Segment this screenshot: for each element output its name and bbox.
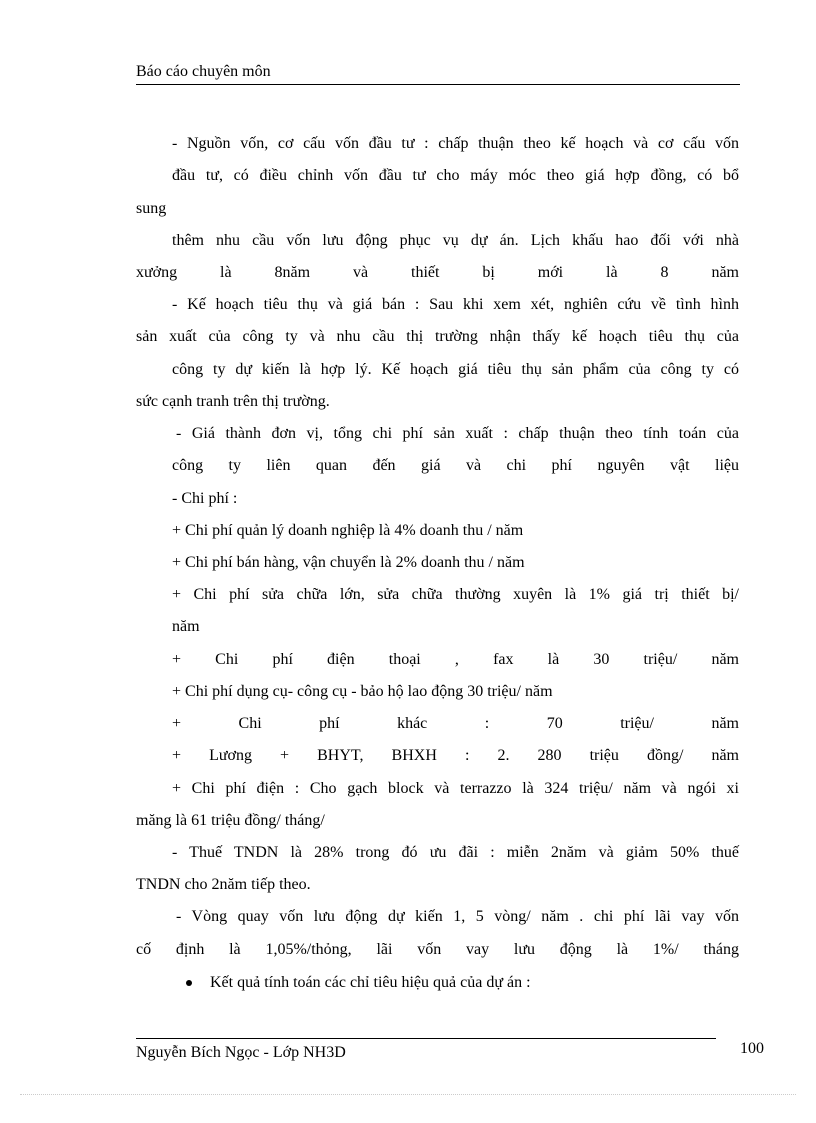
bullet-dot-icon	[186, 980, 192, 986]
footer-rule	[136, 1038, 716, 1039]
body-line: cố định là 1,05%/thỏng, lãi vốn vay lưu động là 1%/ tháng	[136, 941, 739, 958]
body-line: công ty liên quan đến giá và chi phí nguyên vật liệu	[172, 457, 739, 474]
body-line: sung	[136, 200, 167, 217]
body-line: + Chi phí dụng cụ- công cụ - bảo hộ lao động 30 triệu/ năm	[172, 683, 553, 700]
body-line: - Giá thành đơn vị, tổng chi phí sản xuất : chấp thuận theo tính toán của	[176, 425, 739, 442]
body-line: + Chi phí quản lý doanh nghiệp là 4% doanh thu / năm	[172, 522, 524, 539]
body-line: măng là 61 triệu đồng/ tháng/	[136, 812, 325, 829]
body-line: - Nguồn vốn, cơ cấu vốn đầu tư : chấp thuận theo kế hoạch và cơ cấu vốn	[172, 135, 739, 152]
body-line: năm	[172, 618, 200, 635]
body-line: + Chi phí bán hàng, vận chuyển là 2% doanh thu / năm	[172, 554, 525, 571]
body-line: + Chi phí điện : Cho gạch block và terrazzo là 324 triệu/ năm và ngói xi	[172, 780, 739, 797]
body-line: - Kế hoạch tiêu thụ và giá bán : Sau khi xem xét, nghiên cứu về tình hình	[172, 296, 739, 313]
bullet-text: Kết quả tính toán các chỉ tiêu hiệu quả của dự án :	[210, 974, 531, 991]
page-header-title: Báo cáo chuyên môn	[136, 63, 271, 80]
body-line: công ty dự kiến là hợp lý. Kế hoạch giá tiêu thụ sản phẩm của công ty có	[172, 361, 739, 378]
body-line: sức cạnh tranh trên thị trường.	[136, 393, 330, 410]
bottom-dotted-rule	[20, 1094, 796, 1095]
page-number: 100	[740, 1040, 764, 1057]
body-line: đầu tư, có điều chỉnh vốn đầu tư cho máy móc theo giá hợp đồng, có bổ	[172, 167, 739, 184]
header-rule	[136, 84, 740, 85]
body-line: + Chi phí sửa chữa lớn, sửa chữa thường xuyên là 1% giá trị thiết bị/	[172, 586, 739, 603]
body-line: - Chi phí :	[172, 490, 238, 507]
body-line: xưởng là 8năm và thiết bị mới là 8 năm	[136, 264, 739, 281]
body-line: - Vòng quay vốn lưu động dự kiến 1, 5 vòng/ năm . chi phí lãi vay vốn	[176, 908, 739, 925]
footer-author: Nguyễn Bích Ngọc - Lớp NH3D	[136, 1044, 346, 1061]
body-line: + Lương + BHYT, BHXH : 2. 280 triệu đồng/ năm	[172, 747, 739, 764]
body-line: + Chi phí khác : 70 triệu/ năm	[172, 715, 739, 732]
body-line: thêm nhu cầu vốn lưu động phục vụ dự án. Lịch khấu hao đối với nhà	[172, 232, 739, 249]
body-line: - Thuế TNDN là 28% trong đó ưu đãi : miễn 2năm và giảm 50% thuế	[172, 844, 739, 861]
body-line: TNDN cho 2năm tiếp theo.	[136, 876, 311, 893]
body-line: + Chi phí điện thoại , fax là 30 triệu/ năm	[172, 651, 739, 668]
body-line: sản xuất của công ty và nhu cầu thị trường nhận thấy kế hoạch tiêu thụ của	[136, 328, 739, 345]
